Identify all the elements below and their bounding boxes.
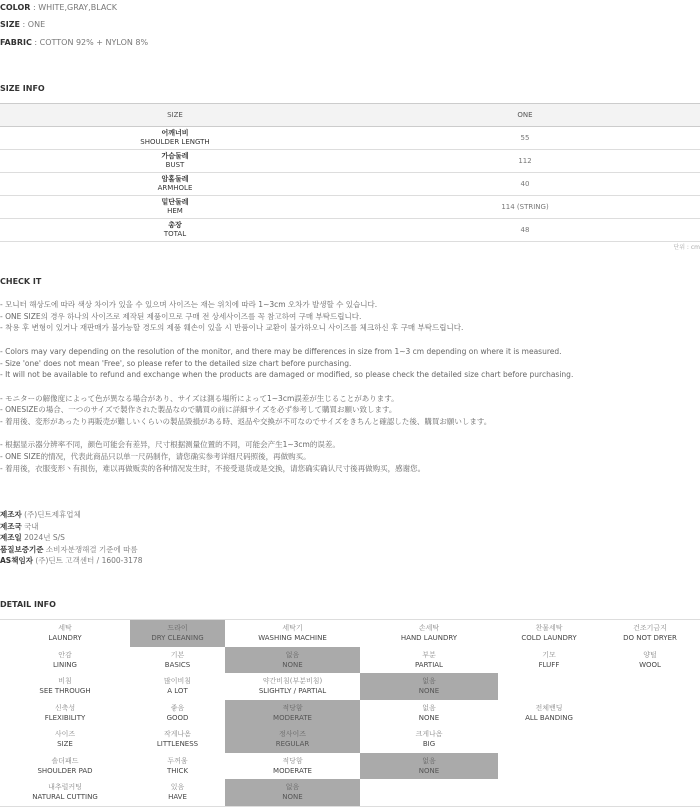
detail-option <box>498 779 600 806</box>
spec-fabric-label: FABRIC <box>0 38 32 47</box>
size-row-label-en: HEM <box>167 207 183 215</box>
detail-option-ko: 안감 <box>58 650 72 659</box>
detail-option <box>360 726 498 753</box>
detail-option-en: REGULAR <box>275 740 310 749</box>
detail-option <box>498 700 600 727</box>
detail-option-en: DO NOT DRYER <box>623 634 677 643</box>
detail-option <box>130 700 225 727</box>
check-it-title: CHECK IT <box>0 277 42 286</box>
detail-option <box>600 779 700 806</box>
detail-option-en: SHOULDER PAD <box>37 766 93 775</box>
detail-option-ko: 좋음 <box>170 703 185 712</box>
size-row-label-en: BUST <box>165 161 185 169</box>
detail-option <box>498 647 600 674</box>
spec-size-label: SIZE <box>0 20 21 29</box>
detail-option <box>130 726 225 753</box>
detail-option-en: HAVE <box>168 793 187 802</box>
size-row-value: 114 (STRING) <box>350 196 700 219</box>
detail-option-selected <box>130 620 225 647</box>
size-info-title: SIZE INFO <box>0 84 45 93</box>
check-gap <box>0 381 573 393</box>
detail-row-lining <box>0 647 700 674</box>
size-row-value: 40 <box>350 173 700 196</box>
maker-value: (주)딘트 고객센터 / 1600-3178 <box>32 556 143 566</box>
size-header-label: SIZE <box>0 104 350 127</box>
check-line: - ONESIZEの場合、一つのサイズで製作された製品なので購買の前に詳細サイズを必ず参考して購買お願い致します。 <box>0 405 397 415</box>
spec-fabric <box>0 38 148 47</box>
detail-row-heading <box>0 726 130 753</box>
detail-bottom-divider <box>0 806 700 807</box>
size-row-label-en: TOTAL <box>163 230 187 238</box>
maker-label: 제조일 <box>0 533 22 543</box>
detail-option <box>130 647 225 674</box>
detail-option-en: SLIGHTLY / PARTIAL <box>258 687 327 696</box>
detail-option-ko: 전체밴딩 <box>535 703 563 712</box>
maker-label: AS책임자 <box>0 556 33 566</box>
detail-option-en: NONE <box>418 713 440 722</box>
detail-row-heading <box>0 620 130 647</box>
detail-option-ko: 세탁 <box>58 624 72 633</box>
detail-option <box>225 673 360 700</box>
size-row <box>0 150 700 173</box>
size-row-label <box>0 219 350 242</box>
detail-option <box>360 620 498 647</box>
check-it-notes <box>0 299 573 475</box>
detail-row-heading <box>0 673 130 700</box>
detail-option-en: THICK <box>166 766 189 775</box>
maker-line <box>0 555 142 567</box>
detail-option-ko: 기본 <box>170 650 185 659</box>
spec-fabric-value: : COTTON 92% + NYLON 8% <box>31 38 149 47</box>
maker-line <box>0 544 142 556</box>
check-line: - ONE SIZE의 경우 하나의 사이즈로 제작된 제품이므로 구매 전 상세사이즈를 꼭 참고하여 구매 부탁드립니다. <box>0 311 362 321</box>
detail-row-natural-cutting <box>0 779 700 806</box>
check-line: - モニターの解像度によって色が異なる場合があり、サイズは測る場所によって1~3cm誤差が生じることがあります。 <box>0 393 399 403</box>
size-row <box>0 196 700 219</box>
detail-option-ko: 신축성 <box>54 703 76 712</box>
detail-option-en: COLD LAUNDRY <box>521 634 577 643</box>
detail-option-ko: 적당함 <box>282 703 303 712</box>
check-line: - Size 'one' does not mean 'Free', so please refer to the detailed size chart before purchasing. <box>0 358 352 368</box>
size-row-label <box>0 150 350 173</box>
detail-option-en: BIG <box>422 740 436 749</box>
detail-option <box>498 726 600 753</box>
check-gap <box>0 428 573 440</box>
detail-option-ko: 크게나옴 <box>415 730 443 739</box>
detail-option-en: A LOT <box>167 687 188 696</box>
detail-option <box>600 620 700 647</box>
detail-option-ko: 찬물세탁 <box>535 624 563 633</box>
spec-color-label: COLOR <box>0 3 31 12</box>
maker-line <box>0 521 142 533</box>
size-row <box>0 173 700 196</box>
detail-option-ko: 드라이 <box>167 624 188 633</box>
detail-option-selected <box>225 647 360 674</box>
size-row-label-ko: 밑단둘레 <box>161 198 189 206</box>
detail-option-en: HAND LAUNDRY <box>400 634 458 643</box>
check-line: - 모니터 해상도에 따라 색상 차이가 있을 수 있으며 사이즈는 재는 위치에 따라 1~3cm 오차가 발생할 수 있습니다. <box>0 300 378 309</box>
detail-option <box>498 753 600 780</box>
detail-option-selected <box>225 726 360 753</box>
detail-option-ko: 사이즈 <box>54 730 76 739</box>
detail-option-en: FLEXIBILITY <box>44 713 86 722</box>
size-row-label <box>0 196 350 219</box>
detail-option-en: BASICS <box>164 660 191 669</box>
detail-info-title: DETAIL INFO <box>0 600 56 609</box>
size-row-label-en: SHOULDER LENGTH <box>140 138 210 146</box>
detail-option <box>360 779 498 806</box>
detail-option <box>225 753 360 780</box>
detail-option-ko: 비침 <box>58 677 72 686</box>
detail-option <box>600 726 700 753</box>
detail-option-en: ALL BANDING <box>525 713 573 722</box>
detail-option-ko: 정사이즈 <box>278 730 307 739</box>
detail-option-en: GOOD <box>166 713 189 722</box>
detail-option-ko: 없음 <box>285 783 300 792</box>
detail-option-selected <box>360 753 498 780</box>
detail-option-ko: 손세탁 <box>418 624 440 633</box>
size-row-label-en: ARMHOLE <box>157 184 193 192</box>
detail-option <box>498 620 600 647</box>
check-line: - 着用後、変形があったり再販売が難しいくらいの製品毀損がある時、返品や交換が不可なのでサイズをきちんと確認した後、購買お願いします。 <box>0 417 492 426</box>
detail-option-ko: 많이비침 <box>163 677 192 686</box>
detail-option-en: NONE <box>282 660 303 669</box>
size-row-label <box>0 127 350 150</box>
detail-option <box>600 647 700 674</box>
detail-option <box>600 673 700 700</box>
size-header-value: ONE <box>350 104 700 127</box>
check-line: - 根据显示器分辨率不同，颜色可能会有差异，尺寸根据测量位置的不同，可能会产生1~3cm的误差。 <box>0 440 340 450</box>
size-table-header <box>0 104 700 127</box>
maker-value: 2024년 S/S <box>21 533 65 543</box>
detail-option <box>498 673 600 700</box>
detail-row-shoulder-pad <box>0 753 700 780</box>
detail-option-en: FLUFF <box>538 660 560 669</box>
detail-option <box>600 753 700 780</box>
detail-option <box>130 673 225 700</box>
detail-option-selected <box>360 673 498 700</box>
detail-option-en: LITTLENESS <box>156 740 199 749</box>
detail-option-ko: 숄더패드 <box>51 756 79 765</box>
detail-option-en: MODERATE <box>273 766 312 775</box>
size-row-label <box>0 173 350 196</box>
check-gap <box>0 334 573 346</box>
detail-option-ko: 기모 <box>542 650 556 659</box>
detail-option-en: LINING <box>53 660 77 669</box>
detail-option <box>130 779 225 806</box>
detail-row-heading <box>0 700 130 727</box>
detail-option-en: SIZE <box>57 740 73 749</box>
size-row-label-ko: 암홀둘레 <box>161 175 189 183</box>
detail-row-size <box>0 726 700 753</box>
detail-option-en: WOOL <box>639 660 661 669</box>
detail-option-ko: 내추럴커팅 <box>48 783 82 792</box>
detail-option <box>600 700 700 727</box>
detail-option-en: NONE <box>418 687 440 696</box>
size-row-value: 112 <box>350 150 700 173</box>
maker-value: 소비자분쟁해결 기준에 따름 <box>43 544 138 554</box>
detail-option-ko: 세탁기 <box>282 624 303 633</box>
maker-label: 품질보증기준 <box>0 544 44 554</box>
detail-option-en: WASHING MACHINE <box>258 634 327 643</box>
maker-line <box>0 509 142 521</box>
detail-option <box>225 620 360 647</box>
check-line: - Colors may vary depending on the resolution of the monitor, and there may be differences in size from 1~3 cm depending on where it is measured. <box>0 346 562 356</box>
size-row-label-ko: 어깨너비 <box>161 129 189 137</box>
detail-table <box>0 620 700 806</box>
detail-option-en: LAUNDRY <box>48 634 82 643</box>
size-table <box>0 103 700 242</box>
maker-info <box>0 509 142 567</box>
detail-option-en: SEE THROUGH <box>39 687 91 696</box>
check-line: - 착용 후 변형이 있거나 재판매가 불가능할 경도의 제품 훼손이 있을 시 반품이나 교환이 불가하오니 사이즈를 체크하신 후 구매 부탁드립니다. <box>0 323 464 333</box>
detail-option-ko: 부분 <box>422 650 436 659</box>
detail-option-ko: 없음 <box>422 677 436 686</box>
detail-option-ko: 있음 <box>170 783 185 792</box>
detail-option <box>360 700 498 727</box>
size-row-value: 48 <box>350 219 700 242</box>
check-line: - 着用後，衣服变形丶有损伤，难以再做贩卖的各种情况发生时，不接受退货或是交换，请您确实确认尺寸後再做购买，感谢您。 <box>0 463 426 473</box>
check-line: - ONE SIZE的情况，代表此商品只以单一尺码制作，请您确实参考详细尺码照後，再做购买。 <box>0 452 311 462</box>
spec-size <box>0 20 45 29</box>
size-row <box>0 127 700 150</box>
detail-option-ko: 작게나옴 <box>163 730 192 739</box>
maker-label: 제조국 <box>0 521 22 531</box>
detail-row-laundry <box>0 620 700 647</box>
detail-option-ko: 양털 <box>643 650 657 659</box>
size-unit: 단위 : cm <box>673 244 700 251</box>
detail-option-ko: 약간비침(부분비침) <box>262 677 323 686</box>
detail-option-en: DRY CLEANING <box>151 634 204 643</box>
detail-option-en: MODERATE <box>273 713 312 722</box>
maker-value: (주)딘트제휴업체 <box>21 510 81 519</box>
detail-row-see-through <box>0 673 700 700</box>
detail-option-ko: 없음 <box>422 703 436 712</box>
detail-option-ko: 적당함 <box>282 756 303 765</box>
detail-option-ko: 건조기금지 <box>633 624 667 633</box>
detail-option-en: PARTIAL <box>415 660 443 669</box>
spec-color-value: : WHITE,GRAY,BLACK <box>30 3 118 12</box>
detail-option <box>130 753 225 780</box>
detail-row-heading <box>0 753 130 780</box>
size-row <box>0 219 700 242</box>
size-row-label-ko: 가슴둘레 <box>161 152 189 160</box>
maker-value: 국내 <box>21 521 39 531</box>
check-line: - It will not be available to refund and exchange when the products are damaged or modified, so please check the detailed size chart before purchasing. <box>0 370 574 380</box>
detail-option <box>360 647 498 674</box>
detail-row-heading <box>0 779 130 806</box>
size-row-label-ko: 총장 <box>168 221 182 229</box>
detail-row-flexibility <box>0 700 700 727</box>
maker-line <box>0 532 142 544</box>
detail-option-en: NATURAL CUTTING <box>32 793 98 802</box>
spec-color <box>0 3 117 12</box>
detail-option-en: NONE <box>282 793 303 802</box>
detail-option-selected <box>225 779 360 806</box>
detail-row-heading <box>0 647 130 674</box>
detail-option-ko: 없음 <box>285 650 300 659</box>
detail-option-ko: 없음 <box>422 756 436 765</box>
detail-option-ko: 두꺼움 <box>167 756 188 765</box>
maker-label: 제조자 <box>0 510 22 519</box>
spec-size-value: : ONE <box>20 20 46 29</box>
detail-option-en: NONE <box>418 766 440 775</box>
detail-option-selected <box>225 700 360 727</box>
size-row-value: 55 <box>350 127 700 150</box>
